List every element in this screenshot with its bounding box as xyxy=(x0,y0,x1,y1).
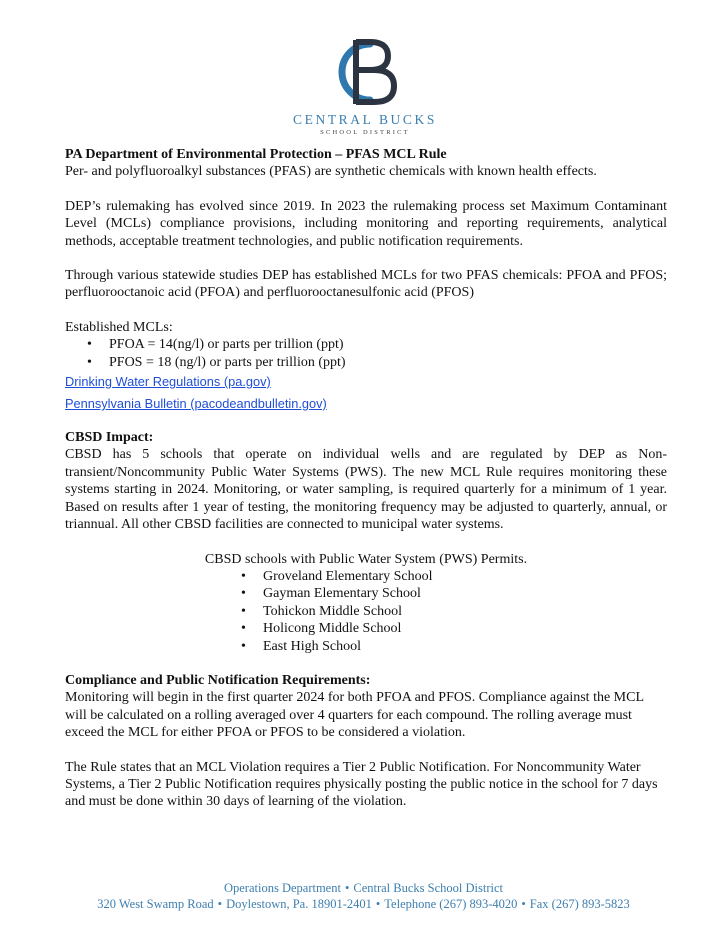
list-item: • PFOA = 14(ng/l) or parts per trillion (ppt) xyxy=(65,336,667,353)
list-item: • Groveland Elementary School xyxy=(239,568,667,585)
list-item: • PFOS = 18 (ng/l) or parts per trillion (ppt) xyxy=(65,354,667,371)
list-item: • Holicong Middle School xyxy=(239,620,667,637)
compliance-paragraph-1: Monitoring will begin in the first quarter 2024 for both PFOA and PFOS. Compliance against the MCL will be calculated on a rolling averaged over 4 quarters for each compound. The rolling average must exceed the MCL for either PFOA or PFOS to be considered a violation. xyxy=(65,690,644,741)
mcls-list xyxy=(65,336,667,371)
cb-monogram-icon xyxy=(330,36,400,108)
footer-separator: • xyxy=(344,881,350,895)
schools-label: CBSD schools with Public Water System (PWS) Permits. xyxy=(204,551,528,567)
pennsylvania-bulletin-link[interactable]: Pennsylvania Bulletin (pacodeandbulletin.gov) xyxy=(65,396,327,412)
list-item: • Tohickon Middle School xyxy=(239,603,667,620)
footer-city: Doylestown, Pa. 18901-2401 xyxy=(226,897,372,911)
document-title: PA Department of Environmental Protection – PFAS MCL Rule xyxy=(65,147,447,162)
logo-district-subtitle: SCHOOL DISTRICT xyxy=(320,129,410,136)
mcls-label: Established MCLs: xyxy=(65,319,173,335)
drinking-water-regulations-link[interactable]: Drinking Water Regulations (pa.gov) xyxy=(65,374,271,390)
footer-separator: • xyxy=(217,897,223,911)
footer-dept: Operations Department xyxy=(223,881,341,895)
schools-list xyxy=(239,568,667,655)
list-item: • East High School xyxy=(239,638,667,655)
footer-separator: • xyxy=(521,897,526,911)
footer-address: 320 West Swamp Road xyxy=(97,897,214,911)
document-body xyxy=(65,146,667,811)
district-logo xyxy=(290,36,440,136)
footer xyxy=(0,880,727,912)
impact-heading: CBSD Impact: xyxy=(65,430,154,446)
intro-paragraph: Per- and polyfluoroalkyl substances (PFAS) are synthetic chemicals with known health effects. xyxy=(65,164,597,180)
footer-district: Central Bucks School District xyxy=(353,881,503,895)
impact-paragraph: CBSD has 5 schools that operate on individual wells and are regulated by DEP as Non-transient/Noncommunity Public Water Systems (PWS). The new MCL Rule requires monitoring these systems starting in 2024. Monitoring, or water sampling, is required quarterly for a minimum of 1 year. Based on results after 1 year of testing, the monitoring frequency may be adjusted to quarterly, annual, or triannual. All other CBSD facilities are connected to municipal water systems. xyxy=(65,447,667,533)
footer-fax: Fax (267) 893-5823 xyxy=(529,897,630,911)
rulemaking-paragraph: DEP’s rulemaking has evolved since 2019. In 2023 the rulemaking process set Maximum Contaminant Level (MCLs) compliance provisions, including monitoring and reporting requirements, analytical methods, acceptable treatment technologies, and public notification requirements. xyxy=(65,198,667,249)
list-item: • Gayman Elementary School xyxy=(239,585,667,602)
footer-line-1 xyxy=(0,880,727,896)
footer-line-2 xyxy=(0,896,727,912)
footer-phone: Telephone (267) 893-4020 xyxy=(384,897,518,911)
studies-paragraph: Through various statewide studies DEP has established MCLs for two PFAS chemicals: PFOA and PFOS; perfluorooctanoic acid (PFOA) and perfluorooctanesulfonic acid (PFOS) xyxy=(65,268,667,301)
compliance-paragraph-2: The Rule states that an MCL Violation requires a Tier 2 Public Notification. For Noncommunity Water Systems, a Tier 2 Public Notification requires physically posting the public notice in the school for 7 days and must be done within 30 days of learning of the violation. xyxy=(65,759,658,810)
footer-separator: • xyxy=(375,897,381,911)
compliance-heading: Compliance and Public Notification Requirements: xyxy=(65,672,371,688)
logo-district-name: CENTRAL BUCKS xyxy=(293,112,437,127)
